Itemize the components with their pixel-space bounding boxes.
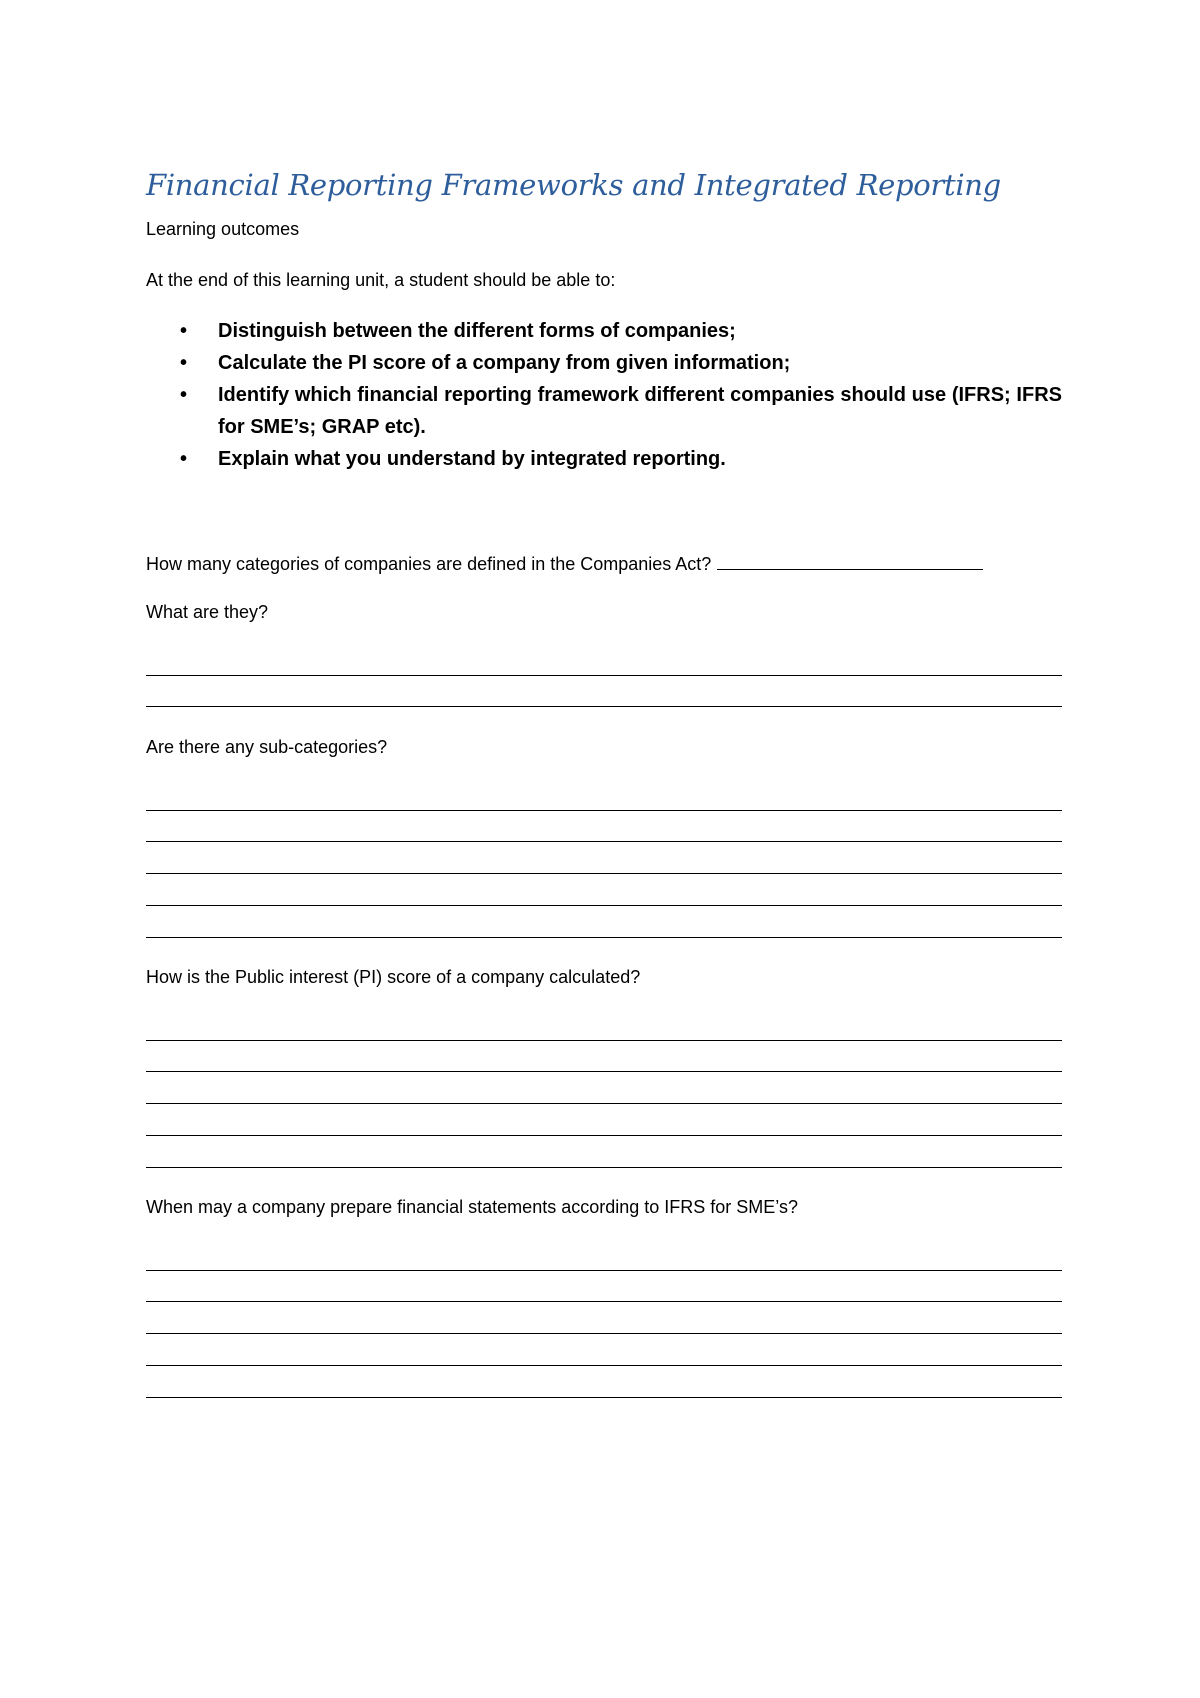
answer-line[interactable]: [146, 1040, 1062, 1041]
answer-line[interactable]: [146, 873, 1062, 874]
answer-line[interactable]: [146, 1365, 1062, 1366]
question-pi-score: How is the Public interest (PI) score of a company calculated?: [146, 967, 641, 987]
answer-line[interactable]: [146, 810, 1062, 811]
document-title: Financial Reporting Frameworks and Integrated Reporting: [146, 168, 1001, 202]
intro-text: At the end of this learning unit, a student should be able to:: [146, 270, 616, 290]
question-sub-categories: Are there any sub-categories?: [146, 737, 388, 757]
question-what-are-they: What are they?: [146, 602, 269, 622]
question-ifrs-sme: When may a company prepare financial statements according to IFRS for SME’s?: [146, 1197, 798, 1217]
answer-line[interactable]: [146, 1333, 1062, 1334]
answer-line[interactable]: [146, 841, 1062, 842]
bullet-icon: •: [180, 352, 188, 374]
answer-line[interactable]: [146, 1167, 1062, 1168]
section-subtitle: Learning outcomes: [146, 219, 300, 239]
bullet-icon: •: [180, 320, 188, 342]
outcome-item: [146, 379, 1062, 443]
answer-blank[interactable]: [717, 551, 983, 570]
question-categories-count: [146, 551, 983, 575]
answer-line[interactable]: [146, 675, 1062, 676]
bullet-icon: •: [180, 384, 188, 406]
answer-line[interactable]: [146, 1103, 1062, 1104]
learning-outcomes-list: [146, 315, 1062, 475]
bullet-icon: •: [180, 448, 188, 470]
answer-line[interactable]: [146, 1135, 1062, 1136]
outcome-item: [146, 315, 1062, 347]
outcome-text: Distinguish between the different forms of companies;: [218, 320, 736, 342]
outcome-text: Calculate the PI score of a company from given information;: [218, 352, 791, 374]
answer-line[interactable]: [146, 1301, 1062, 1302]
answer-line[interactable]: [146, 905, 1062, 906]
answer-line[interactable]: [146, 1270, 1062, 1271]
answer-line[interactable]: [146, 706, 1062, 707]
answer-line[interactable]: [146, 1071, 1062, 1072]
answer-line[interactable]: [146, 937, 1062, 938]
answer-line[interactable]: [146, 1397, 1062, 1398]
outcome-text: Identify which financial reporting framework different companies should use (IFRS; IFRS for SME’s; GRAP etc).: [218, 384, 1062, 438]
outcome-item: [146, 443, 1062, 475]
outcome-text: Explain what you understand by integrated reporting.: [218, 448, 726, 470]
question-text: How many categories of companies are defined in the Companies Act?: [146, 554, 712, 574]
outcome-item: [146, 347, 1062, 379]
